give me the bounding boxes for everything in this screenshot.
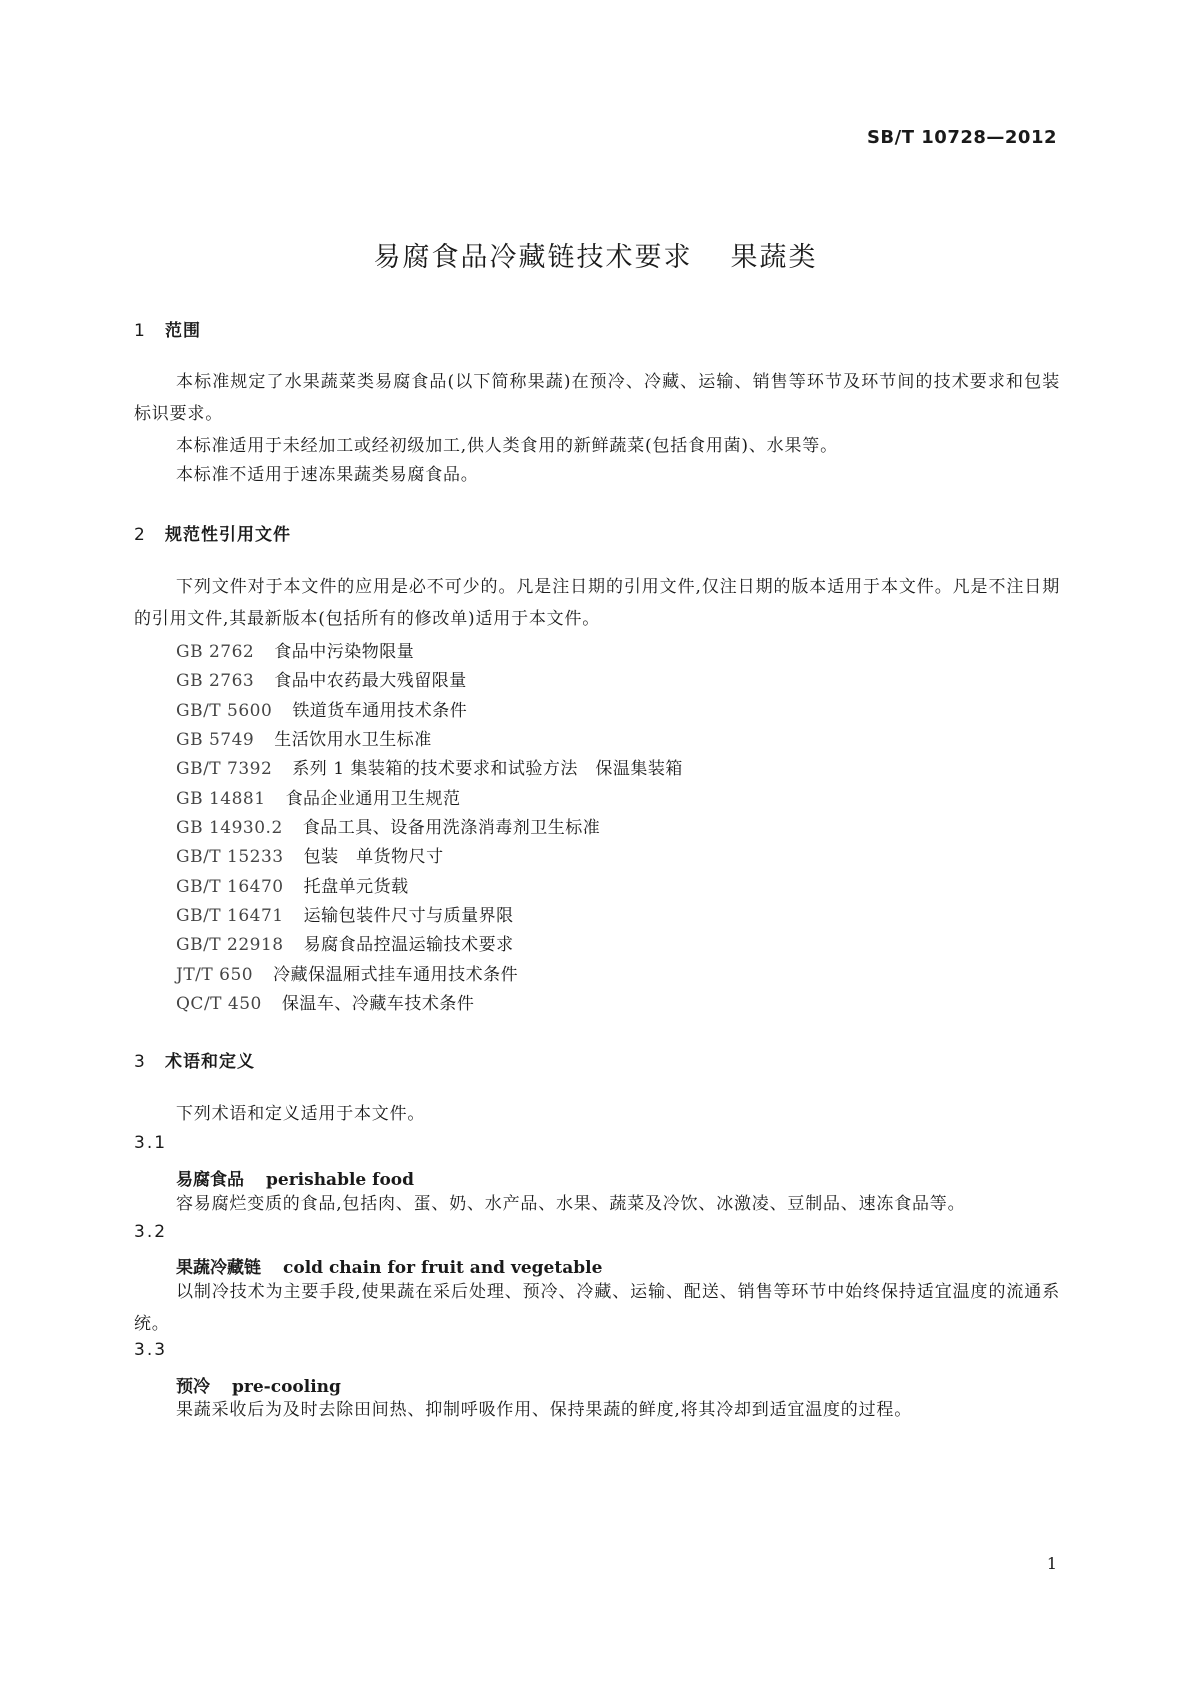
document-title: [0, 235, 1191, 274]
section-number: 1: [134, 321, 146, 341]
reference-code: GB/T 5600: [176, 701, 273, 721]
reference-item: [176, 901, 514, 926]
term-en: cold chain for fruit and vegetable: [283, 1258, 603, 1278]
reference-item: [176, 930, 514, 955]
section-title: 规范性引用文件: [165, 525, 291, 545]
term-number: 3.2: [134, 1222, 168, 1242]
section-heading-normative: [134, 520, 291, 545]
scope-paragraph-2: 本标准适用于未经加工或经初级加工,供人类食用的新鲜蔬菜(包括食用菌)、水果等。: [176, 436, 838, 456]
terms-intro: 下列术语和定义适用于本文件。: [176, 1104, 426, 1124]
section-number: 2: [134, 525, 146, 545]
reference-name: 食品中污染物限量: [274, 642, 415, 662]
term-en: perishable food: [266, 1170, 415, 1190]
reference-name: 托盘单元货载: [303, 877, 409, 897]
reference-code: QC/T 450: [176, 994, 262, 1014]
page-number: 1: [1046, 1554, 1057, 1573]
reference-item: [176, 696, 467, 721]
title-sub: 果蔬类: [730, 242, 818, 273]
reference-name: 运输包装件尺寸与质量界限: [303, 906, 514, 926]
reference-name: 食品工具、设备用洗涤消毒剂卫生标准: [302, 818, 601, 838]
section-heading-scope: [134, 316, 201, 341]
reference-item: [176, 813, 600, 838]
term-definition: 容易腐烂变质的食品,包括肉、蛋、奶、水产品、水果、蔬菜及冷饮、冰激凌、豆制品、速冻食品等。: [176, 1194, 966, 1214]
reference-item: [176, 842, 444, 867]
reference-code: GB 5749: [176, 730, 255, 750]
reference-item: [176, 989, 474, 1014]
reference-name: 系列 1 集装箱的技术要求和试验方法 保温集装箱: [292, 759, 683, 779]
reference-name: 易腐食品控温运输技术要求: [303, 935, 514, 955]
reference-name: 食品企业通用卫生规范: [285, 789, 461, 809]
section-title: 术语和定义: [165, 1052, 255, 1072]
standard-code: SB/T 10728—2012: [866, 127, 1057, 148]
term-heading: [176, 1253, 602, 1278]
reference-code: GB 14930.2: [176, 818, 283, 838]
reference-item: [176, 784, 461, 809]
reference-code: GB/T 16470: [176, 877, 284, 897]
reference-code: GB 14881: [176, 789, 266, 809]
reference-name: 包装 单货物尺寸: [303, 847, 444, 867]
reference-item: [176, 872, 409, 897]
term-zh: 果蔬冷藏链: [176, 1258, 261, 1278]
section-title: 范围: [165, 321, 201, 341]
reference-name: 冷藏保温厢式挂车通用技术条件: [273, 965, 519, 985]
term-heading: [176, 1165, 414, 1190]
reference-name: 铁道货车通用技术条件: [292, 701, 468, 721]
reference-item: [176, 666, 467, 691]
term-zh: 预冷: [176, 1377, 210, 1397]
reference-code: JT/T 650: [176, 965, 254, 985]
reference-item: [176, 754, 683, 779]
term-definition: 以制冷技术为主要手段,使果蔬在采后处理、预冷、冷藏、运输、配送、销售等环节中始终保持适宜温度的流通系统。: [134, 1282, 1060, 1334]
reference-name: 保温车、冷藏车技术条件: [281, 994, 475, 1014]
section-number: 3: [134, 1052, 146, 1072]
reference-name: 生活饮用水卫生标准: [274, 730, 432, 750]
reference-item: [176, 725, 432, 750]
reference-code: GB/T 22918: [176, 935, 284, 955]
reference-item: [176, 960, 518, 985]
reference-code: GB/T 16471: [176, 906, 284, 926]
reference-name: 食品中农药最大残留限量: [274, 671, 467, 691]
reference-item: [176, 637, 414, 662]
reference-code: GB/T 15233: [176, 847, 284, 867]
scope-paragraph-1: 本标准规定了水果蔬菜类易腐食品(以下简称果蔬)在预冷、冷藏、运输、销售等环节及环节间的技术要求和包装标识要求。: [134, 372, 1060, 424]
term-number: 3.3: [134, 1340, 168, 1360]
reference-code: GB/T 7392: [176, 759, 273, 779]
reference-code: GB 2762: [176, 642, 255, 662]
normative-intro: 下列文件对于本文件的应用是必不可少的。凡是注日期的引用文件,仅注日期的版本适用于本文件。凡是不注日期的引用文件,其最新版本(包括所有的修改单)适用于本文件。: [134, 577, 1060, 629]
title-main: 易腐食品冷藏链技术要求: [373, 242, 693, 273]
term-number: 3.1: [134, 1133, 168, 1153]
term-zh: 易腐食品: [176, 1170, 244, 1190]
term-en: pre-cooling: [232, 1377, 341, 1397]
term-definition: 果蔬采收后为及时去除田间热、抑制呼吸作用、保持果蔬的鲜度,将其冷却到适宜温度的过程。: [176, 1400, 913, 1420]
scope-paragraph-3: 本标准不适用于速冻果蔬类易腐食品。: [176, 465, 479, 485]
reference-code: GB 2763: [176, 671, 255, 691]
section-heading-terms: [134, 1047, 255, 1072]
